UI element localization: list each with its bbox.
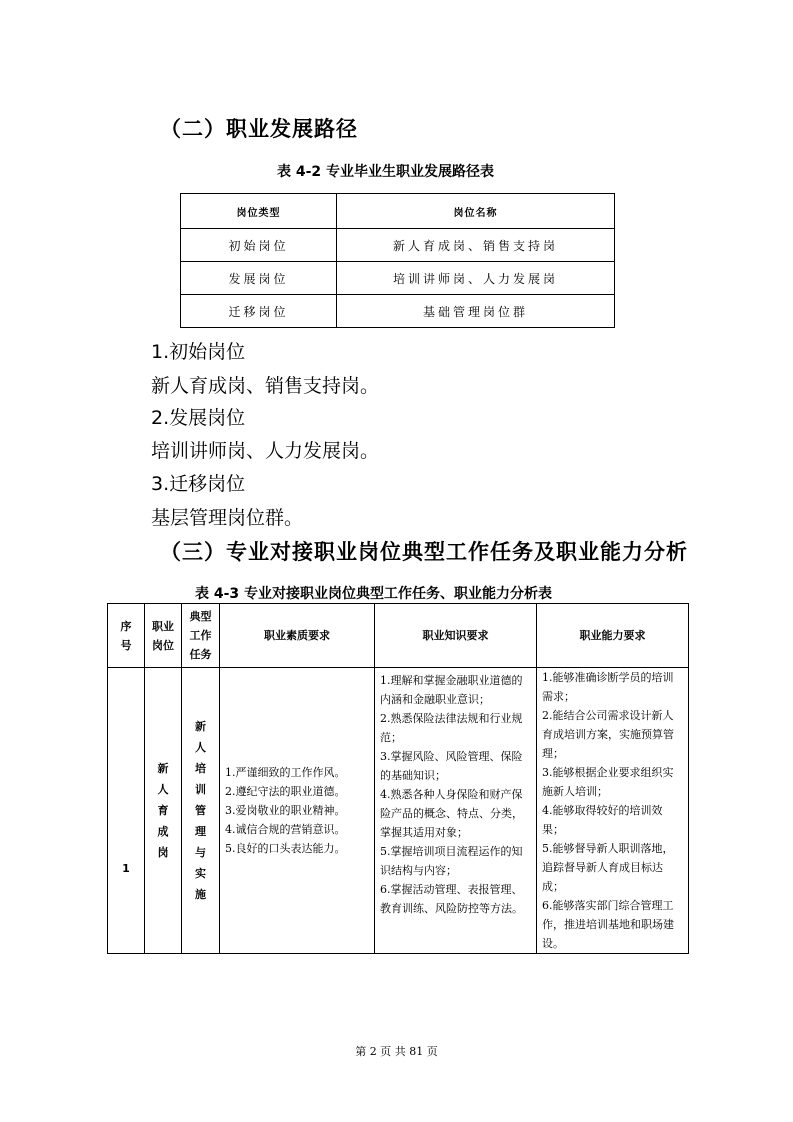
table-cell: 基础管理岗位群 bbox=[337, 295, 615, 328]
list-item: 4.熟悉各种人身保险和财产保险产品的概念、特点、分类，掌握其适用对象； bbox=[380, 788, 523, 839]
header-task: 典型工作任务 bbox=[182, 604, 220, 668]
paragraph-line: 2.发展岗位 bbox=[151, 407, 246, 429]
list-item: 5.掌握培训项目流程运作的知识结构与内容； bbox=[380, 845, 523, 877]
list-item: 5.能够督导新人职训落地，追踪督导新人育成目标达成； bbox=[542, 842, 674, 893]
header-no: 序号 bbox=[108, 604, 145, 668]
paragraph-line: 3.迁移岗位 bbox=[151, 473, 246, 495]
list-item: 2.遵纪守法的职业道德。 bbox=[225, 785, 346, 798]
table-cell: 迁移岗位 bbox=[181, 295, 337, 328]
table-header-row bbox=[181, 194, 615, 229]
table-row bbox=[181, 295, 615, 328]
row-post: 新人育成岗 bbox=[145, 668, 182, 954]
header-post: 职业岗位 bbox=[145, 604, 182, 668]
knowledge-requirements bbox=[375, 668, 537, 954]
list-item: 5.良好的口头表达能力。 bbox=[225, 842, 346, 855]
paragraph-line: 1.初始岗位 bbox=[151, 341, 246, 363]
career-path-table bbox=[180, 193, 615, 328]
table-caption-4-3: 表 4-3 专业对接职业岗位典型工作任务、职业能力分析表 bbox=[195, 586, 553, 602]
list-item: 6.能够落实部门综合管理工作，推进培训基地和职场建设。 bbox=[542, 899, 674, 950]
quality-requirements bbox=[220, 668, 375, 954]
paragraph-line: 培训讲师岗、人力发展岗。 bbox=[151, 440, 380, 462]
list-item: 2.能结合公司需求设计新人育成培训方案，实施预算管理； bbox=[542, 709, 674, 760]
table-caption-4-2: 表 4-2 专业毕业生职业发展路径表 bbox=[277, 164, 495, 180]
table-header-cell: 岗位类型 bbox=[181, 194, 337, 229]
table-cell: 新人育成岗、销售支持岗 bbox=[337, 229, 615, 262]
table-row bbox=[108, 668, 689, 954]
list-item: 2.熟悉保险法律法规和行业规范； bbox=[380, 712, 523, 744]
table-header-row bbox=[108, 604, 689, 668]
list-item: 1.理解和掌握金融职业道德的内涵和金融职业意识； bbox=[380, 674, 523, 706]
section-heading-career-path: （二）职业发展路径 bbox=[160, 117, 358, 141]
table-row bbox=[181, 262, 615, 295]
row-task: 新人培训管理与实施 bbox=[182, 668, 220, 954]
ability-requirements bbox=[537, 668, 689, 954]
section-heading-task-analysis: （三）专业对接职业岗位典型工作任务及职业能力分析 bbox=[160, 540, 688, 564]
header-quality: 职业素质要求 bbox=[220, 604, 375, 668]
list-item: 4.诚信合规的营销意识。 bbox=[225, 823, 346, 836]
list-item: 4.能够取得较好的培训效果； bbox=[542, 804, 663, 836]
table-cell: 发展岗位 bbox=[181, 262, 337, 295]
list-item: 3.掌握风险、风险管理、保险的基础知识； bbox=[380, 750, 523, 782]
list-item: 6.掌握活动管理、表报管理、教育训练、风险防控等方法。 bbox=[380, 883, 523, 915]
table-row bbox=[181, 229, 615, 262]
header-knowledge: 职业知识要求 bbox=[375, 604, 537, 668]
task-ability-table bbox=[107, 603, 689, 954]
row-no: 1 bbox=[108, 668, 145, 954]
list-item: 3.爱岗敬业的职业精神。 bbox=[225, 804, 346, 817]
list-item: 3.能够根据企业要求组织实施新人培训； bbox=[542, 766, 674, 798]
paragraph-line: 基层管理岗位群。 bbox=[151, 507, 304, 529]
page-number: 第 2 页 共 81 页 bbox=[355, 1045, 438, 1058]
list-item: 1.能够准确诊断学员的培训需求； bbox=[542, 671, 674, 703]
paragraph-line: 新人育成岗、销售支持岗。 bbox=[151, 375, 380, 397]
table-cell: 培训讲师岗、人力发展岗 bbox=[337, 262, 615, 295]
table-header-cell: 岗位名称 bbox=[337, 194, 615, 229]
table-cell: 初始岗位 bbox=[181, 229, 337, 262]
header-ability: 职业能力要求 bbox=[537, 604, 689, 668]
list-item: 1.严谨细致的工作作风。 bbox=[225, 766, 346, 779]
